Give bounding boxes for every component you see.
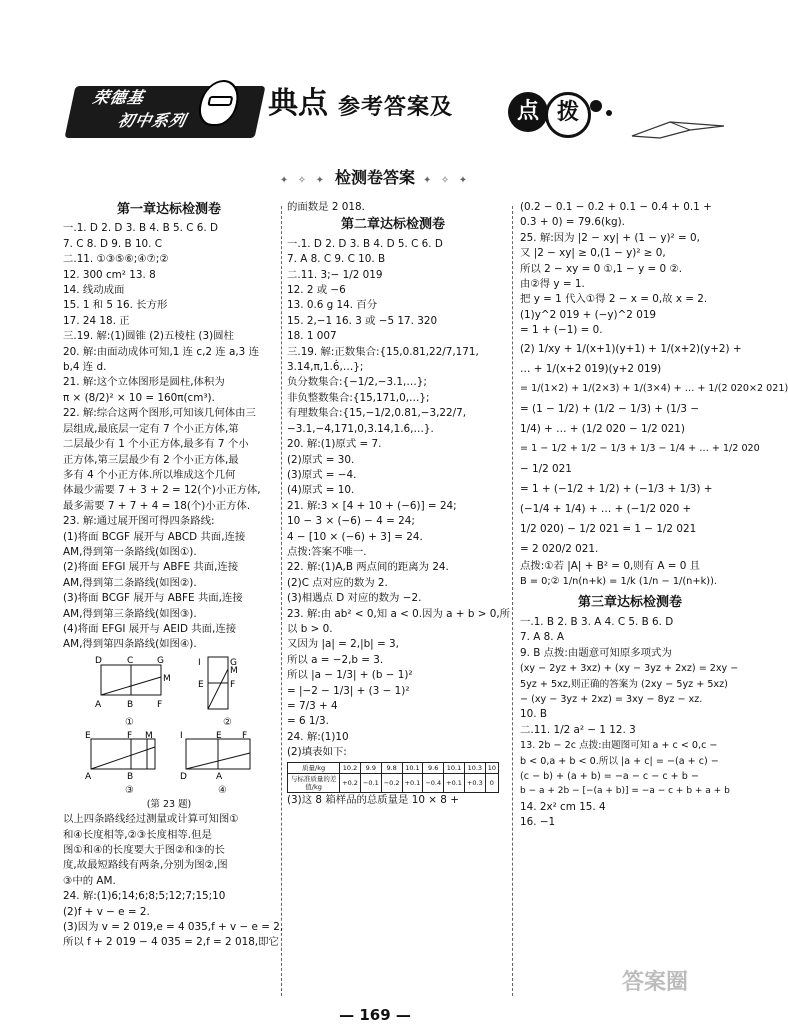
- answer-line: 多有 4 个小正方体.所以堆成这个几何: [63, 468, 236, 481]
- answer-line: 14. 线动成面: [63, 284, 125, 297]
- table-cell: −0.1: [360, 773, 381, 792]
- svg-text:E: E: [198, 679, 204, 690]
- column-2: [287, 200, 511, 808]
- decor-icon: ✦ ✧ ✦: [423, 175, 471, 186]
- answer-line: (1)y^2 019 + (−y)^2 019: [520, 308, 657, 321]
- answer-line: 一.1. B 2. B 3. A 4. C 5. B 6. D: [520, 615, 674, 628]
- figure-caption: (第 23 题): [146, 798, 192, 810]
- answer-line: − 1/2 021: [520, 462, 572, 475]
- answer-line: = 7/3 + 4: [287, 700, 338, 712]
- table-cell: +0.1: [402, 773, 423, 792]
- answer-line: 把 y = 1 代入①得 2 − x = 0,故 x = 2.: [520, 293, 708, 306]
- figure-label: ①: [125, 716, 134, 728]
- chapter2-heading: 第二章达标检测卷: [340, 217, 445, 233]
- figure-label: ③: [125, 784, 134, 796]
- section-title-row: [0, 170, 750, 188]
- answer-line: (0.2 − 0.1 − 0.2 + 0.1 − 0.4 + 0.1 +: [520, 201, 712, 213]
- answer-line: 21. 解:这个立体图形是圆柱,体积为: [63, 376, 225, 389]
- answer-line: 又因为 |a| = 2,|b| = 3,: [287, 638, 399, 651]
- answer-line: 二层最少有 1 个小正方体,最多有 7 个小: [63, 438, 249, 451]
- answer-line: 16. −1: [520, 816, 556, 829]
- table-cell: 10.3: [464, 762, 485, 773]
- svg-text:F: F: [242, 730, 248, 741]
- answer-line: 13. 2b − 2c 点拨:由题图可知 a + c < 0,c −: [520, 740, 718, 752]
- answer-line: b < 0,a + b < 0.所以 |a + c| = −(a + c) −: [520, 755, 719, 767]
- svg-text:A: A: [85, 771, 92, 782]
- answer-line: − (xy − 3yz + 2xz) = 3xy − 8yz − xz.: [520, 693, 703, 705]
- answer-line: (c − b) + (a + b) = −a − c − c + b −: [520, 770, 699, 782]
- answer-line: 20. 解:(1)原式 = 7.: [287, 438, 382, 451]
- answer-line: (2)将面 EFGI 展开与 ABFE 共面,连接: [63, 561, 239, 574]
- svg-text:E: E: [85, 730, 91, 741]
- table-cell: 10.2: [340, 762, 361, 773]
- answer-line: (3)将面 BCGF 展开与 ABFE 共面,连接: [63, 592, 243, 605]
- svg-text:F: F: [127, 730, 133, 741]
- answer-line: 二.11. 1/2 a² − 1 12. 3: [520, 723, 636, 736]
- figure-label: ④: [218, 784, 227, 796]
- answer-line: 有理数集合:{15,−1/2,0.81,−3,22/7,: [287, 407, 467, 420]
- answer-line: 正方体,第三层最少有 2 个小正方体,最: [63, 453, 239, 466]
- svg-text:F: F: [157, 699, 163, 710]
- table-cell: 10: [485, 762, 498, 773]
- answer-line: 3.14,π,1.6̇,…};: [287, 361, 364, 374]
- paper-plane-icon: [630, 118, 726, 140]
- answer-line: 和④长度相等,②③长度相等.但是: [63, 828, 212, 841]
- table-cell: 9.9: [360, 762, 381, 773]
- svg-text:A: A: [216, 771, 223, 782]
- answer-line: (2)原式 = 30.: [287, 453, 355, 466]
- answer-line: 9. B 点拨:由题意可知原多项式为: [520, 646, 672, 659]
- answer-line: 12. 300 cm² 13. 8: [63, 268, 156, 281]
- answer-line: 又 |2 − xy| ≥ 0,(1 − y)² ≥ 0,: [520, 247, 666, 260]
- svg-text:I: I: [198, 657, 201, 668]
- answer-line: 度,故最短路线有两条,分别为图②,图: [63, 859, 228, 872]
- figure-labels-top: [63, 715, 275, 729]
- section-title: 检测卷答案: [334, 168, 415, 187]
- answer-line: (3)相遇点 D 对应的数为 −2.: [287, 592, 422, 605]
- svg-text:D: D: [95, 655, 102, 666]
- answer-line: 4 − [10 × (−6) + 3] = 24.: [287, 530, 423, 543]
- net-diagram-4: [178, 731, 258, 781]
- svg-text:M: M: [230, 665, 238, 676]
- brand-line1: 荣德基: [91, 88, 147, 107]
- answer-line: 15. 2,−1 16. 3 或 −5 17. 320: [287, 314, 438, 327]
- answer-line: 非负整数集合:{15,171,0,…};: [287, 391, 430, 404]
- answer-line: 13. 0.6 g 14. 百分: [287, 299, 378, 312]
- table-header-cell: 质量/kg: [288, 762, 340, 773]
- answer-line: 二.11. ①③⑤⑥;④⑦;②: [63, 253, 169, 266]
- answer-line: = 2 020/2 021.: [520, 542, 599, 555]
- answer-line: 所以 |a − 1/3| + (b − 1)²: [287, 669, 413, 682]
- answer-line: 10 − 3 × (−6) − 4 = 24;: [287, 515, 415, 528]
- answer-line: 1/2 020) − 1/2 021 = 1 − 1/2 021: [520, 522, 697, 535]
- answer-line: … + 1/(x+2 019)(y+2 019): [520, 362, 662, 375]
- answer-line: = 1 + (−1) = 0.: [520, 324, 603, 337]
- answer-line: 的面数是 2 018.: [287, 201, 365, 213]
- chapter3-heading: 第三章达标检测卷: [577, 595, 682, 611]
- answer-line: ③中的 AM.: [63, 874, 116, 887]
- answer-line: 22. 解:(1)A,B 两点间的距离为 24.: [287, 561, 449, 574]
- answer-line: (xy − 2yz + 3xz) + (xy − 3yz + 2xz) = 2xy −: [520, 663, 739, 675]
- chapter1-heading: 第一章达标检测卷: [116, 202, 221, 217]
- answer-line: (2) 1/xy + 1/(x+1)(y+1) + 1/(x+2)(y+2) +: [520, 342, 742, 355]
- figure-labels-bottom: [63, 783, 275, 797]
- answer-line: (3)因为 v = 2 019,e = 4 035,f + v − e = 2,: [63, 921, 284, 934]
- table-row: [288, 762, 499, 773]
- answer-line: 23. 解:由 ab² < 0,知 a < 0.因为 a + b > 0,所: [287, 607, 511, 620]
- answer-line: AM,得到第三条路线(如图③).: [63, 607, 197, 620]
- answer-line: = |−2 − 1/3| + (3 − 1)²: [287, 684, 410, 697]
- answer-line: 以上四条路线经过测量或计算可知图①: [63, 813, 239, 826]
- answer-line: = 1/(1×2) + 1/(2×3) + 1/(3×4) + … + 1/(2 020×2 021): [520, 382, 788, 394]
- answer-line: b,4 连 d.: [63, 361, 107, 374]
- answer-line: 一.1. D 2. D 3. B 4. D 5. C 6. D: [287, 237, 443, 250]
- header-banner: [70, 78, 730, 146]
- svg-text:M: M: [145, 730, 153, 741]
- answer-line: = 1 − 1/2 + 1/2 − 1/3 + 1/3 − 1/4 + … + 1/2 020: [520, 442, 760, 454]
- net-diagram-3: [83, 731, 163, 781]
- answer-line: 7. C 8. D 9. B 10. C: [63, 237, 163, 250]
- svg-text:C: C: [127, 655, 134, 666]
- answer-line: 0.3 + 0) = 79.6(kg).: [520, 216, 625, 229]
- column-3: [520, 200, 788, 831]
- table-cell: 10.1: [444, 762, 465, 773]
- net-diagram-2: [198, 655, 268, 713]
- answer-line: 21. 解:3 × [4 + 10 + (−6)] = 24;: [287, 499, 457, 512]
- answer-line: (2)f + v − e = 2.: [63, 905, 150, 918]
- answer-line: = (1 − 1/2) + (1/2 − 1/3) + (1/3 −: [520, 402, 700, 415]
- table-cell: −0.2: [381, 773, 402, 792]
- answer-line: 12. 2 或 −6: [287, 284, 346, 297]
- svg-text:G: G: [157, 655, 164, 666]
- table-cell: 9.8: [381, 762, 402, 773]
- answer-line: 点拨:答案不唯一.: [287, 545, 367, 558]
- answer-line: 17. 24 18. 正: [63, 314, 130, 327]
- answer-line: 20. 解:由面动成体可知,1 连 c,2 连 a,3 连: [63, 345, 259, 358]
- answer-line: (1)将面 BCGF 展开与 ABCD 共面,连接: [63, 530, 246, 543]
- answer-line: 1/4) + … + (1/2 020 − 1/2 021): [520, 422, 685, 435]
- answer-line: (4)将面 EFGI 展开与 AEID 共面,连接: [63, 622, 237, 635]
- answer-line: (2)C 点对应的数为 2.: [287, 576, 388, 589]
- watermark-logo: 答案圈: [622, 970, 689, 995]
- decor-icon: ✦ ✧ ✦: [279, 175, 327, 186]
- table-cell: +0.2: [340, 773, 361, 792]
- svg-text:I: I: [180, 730, 183, 741]
- answer-line: 三.19. 解:(1)圆锥 (2)五棱柱 (3)圆柱: [63, 330, 234, 343]
- figure-label: ②: [223, 716, 232, 728]
- answer-line: 5yz + 5xz,则正确的答案为 (2xy − 5yz + 5xz): [520, 678, 728, 690]
- answer-line: 14. 2x² cm 15. 4: [520, 800, 606, 813]
- dianbo-logo: 典点: [268, 86, 328, 121]
- answer-line: π × (8/2)² × 10 = 160π(cm³).: [63, 391, 215, 404]
- answer-line: 最多需要 7 + 7 + 4 = 18(个)小正方体.: [63, 499, 251, 512]
- decor-dot-icon: [590, 100, 602, 112]
- svg-text:D: D: [180, 771, 187, 782]
- answer-line: 二.11. 3;− 1/2 019: [287, 268, 383, 281]
- svg-text:A: A: [95, 699, 102, 710]
- svg-text:B: B: [127, 771, 134, 782]
- banner-title-dian: 点: [508, 92, 548, 132]
- table-row: [288, 773, 499, 792]
- banner-title: 参考答案及: [338, 95, 454, 120]
- net-diagram-1: [93, 655, 173, 713]
- answer-line: (2)填表如下:: [287, 746, 347, 759]
- answer-line: 24. 解:(1)6;14;6;8;5;12;7;15;10: [63, 890, 226, 903]
- mass-table: [287, 762, 499, 793]
- answer-line: 所以 2 − xy = 0 ①,1 − y = 0 ②.: [520, 262, 683, 275]
- column-1: [63, 200, 284, 951]
- decor-dot-icon: [606, 110, 612, 116]
- answer-line: 23. 解:通过展开图可得四条路线:: [63, 515, 215, 528]
- answer-line: 一.1. D 2. D 3. B 4. B 5. C 6. D: [63, 222, 219, 235]
- answer-line: 7. A 8. A: [520, 631, 564, 644]
- answer-line: 体最少需要 7 + 3 + 2 = 12(个)小正方体,: [63, 484, 261, 497]
- answer-line: AM,得到第一条路线(如图①).: [63, 545, 197, 558]
- answer-line: (4)原式 = 10.: [287, 484, 355, 497]
- table-cell: +0.1: [444, 773, 465, 792]
- table-header-cell: 与标准质量的差值/kg: [288, 773, 340, 792]
- answer-line: AM,得到第四条路线(如图④).: [63, 638, 197, 651]
- table-cell: 10.1: [402, 762, 423, 773]
- answer-line: 点拨:①若 |A| + B² = 0,则有 A = 0 且: [520, 559, 701, 572]
- column-divider: [512, 206, 513, 996]
- answer-line: = 1 + (−1/2 + 1/2) + (−1/3 + 1/3) +: [520, 482, 713, 495]
- banner-title-bo: 拨: [545, 92, 591, 138]
- answer-line: 25. 解:因为 |2 − xy| + (1 − y)² = 0,: [520, 231, 700, 244]
- answer-line: B = 0;② 1/n(n+k) = 1/k (1/n − 1/(n+k)).: [520, 576, 718, 588]
- answer-line: 图①和④的长度要大于图②和③的长: [63, 844, 225, 856]
- answer-line: 10. B: [520, 708, 547, 721]
- svg-text:M: M: [163, 673, 171, 684]
- answer-line: (3)原式 = −4.: [287, 468, 357, 481]
- answer-line: 由②得 y = 1.: [520, 278, 585, 291]
- answer-line: 所以 f + 2 019 − 4 035 = 2,f = 2 018,即它: [63, 936, 279, 949]
- answer-line: 以 b > 0.: [287, 622, 333, 635]
- answer-line: 层组成,最底层一定有 7 个小正方体,第: [63, 422, 239, 435]
- answer-line: b − a + 2b − [−(a + b)] = −a − c + b + a + b: [520, 786, 730, 797]
- table-cell: −0.4: [423, 773, 444, 792]
- answer-line: 7. A 8. C 9. C 10. B: [287, 253, 386, 266]
- answer-line: 三.19. 解:正数集合:{15,0.81,22/7,171,: [287, 345, 479, 358]
- answer-line: 18. 1 007: [287, 330, 337, 343]
- answer-line: 负分数集合:{−1/2,−3.1,…};: [287, 376, 427, 389]
- column-divider: [281, 206, 282, 996]
- table-cell: +0.3: [464, 773, 485, 792]
- answer-line: AM,得到第二条路线(如图②).: [63, 576, 197, 589]
- brand-line2: 初中系列: [116, 111, 189, 130]
- table-cell: 9.6: [423, 762, 444, 773]
- brand-logo: [64, 86, 265, 138]
- answer-line: 24. 解:(1)10: [287, 730, 349, 743]
- svg-text:F: F: [230, 679, 236, 690]
- page-number: — 169 —: [339, 1006, 411, 1024]
- answer-line: 所以 a = −2,b = 3.: [287, 653, 384, 666]
- portrait-icon: [195, 80, 243, 126]
- answer-line: −3.1,−4,171,0,3.14,1.6̇,…}.: [287, 422, 434, 435]
- answer-line: (3)这 8 箱样品的总质量是 10 × 8 +: [287, 793, 459, 806]
- answer-line: (−1/4 + 1/4) + … + (−1/2 020 +: [520, 502, 692, 515]
- svg-text:E: E: [216, 730, 222, 741]
- answer-line: = 6 1/3.: [287, 715, 329, 728]
- figure-row-bottom: [63, 731, 275, 781]
- answer-line: 15. 1 和 5 16. 长方形: [63, 299, 168, 312]
- svg-text:G: G: [230, 657, 237, 668]
- svg-text:B: B: [127, 699, 134, 710]
- answer-line: 22. 解:综合这两个图形,可知该几何体由三: [63, 407, 256, 420]
- figure-row-top: [63, 655, 275, 713]
- table-cell: 0: [485, 773, 498, 792]
